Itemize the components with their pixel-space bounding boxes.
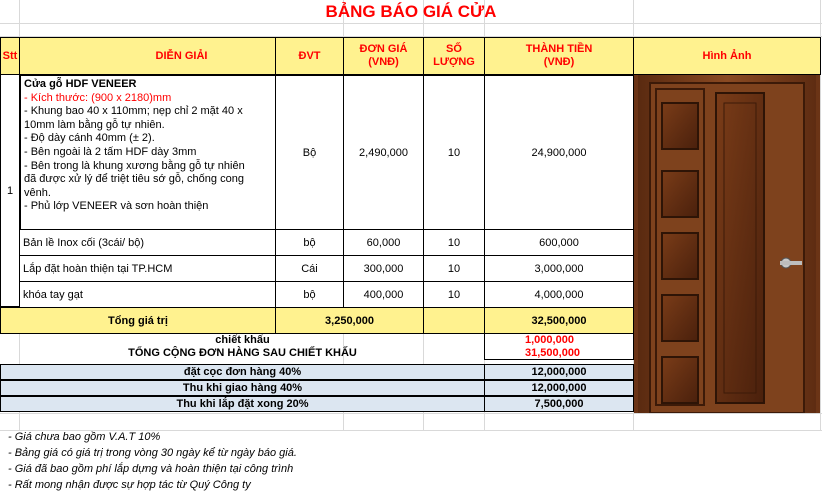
header-thanh-tien-line1: THÀNH TIỀN: [525, 43, 593, 55]
page-title: BẢNG BÁO GIÁ CỬA: [325, 2, 497, 21]
payment-value: 7,500,000: [484, 396, 634, 412]
table-row-thanh-tien: 4,000,000: [484, 281, 634, 308]
table-row-dvt: Cái: [275, 255, 344, 282]
header-don-gia: [343, 37, 424, 75]
table-row-thanh-tien: 3,000,000: [484, 255, 634, 282]
item-line: 10mm làm bằng gỗ tự nhiên.: [24, 118, 165, 131]
header-don-gia-line2: (VNĐ): [368, 56, 399, 68]
table-row-thanh-tien: 600,000: [484, 229, 634, 256]
header-thanh-tien-line2: (VNĐ): [543, 56, 575, 68]
header-hinh-anh: Hình Ảnh: [633, 37, 821, 75]
total-label: Tổng giá trị: [0, 307, 276, 334]
header-stt: Stt: [0, 37, 20, 75]
row-number: 1: [0, 74, 20, 307]
table-row-so-luong: 10: [423, 229, 485, 256]
total-don-gia: 3,250,000: [275, 307, 424, 334]
item-line: - Bên ngoài là 2 tấm HDF dày 3mm: [24, 145, 197, 158]
door-image: [634, 75, 820, 413]
discount-value: 1,000,000: [484, 333, 634, 346]
item-line: - Phủ lớp VENEER và sơn hoàn thiện: [24, 200, 209, 213]
payment-label: Thu khi giao hàng 40%: [0, 380, 485, 396]
item-line: đã được xử lý để triệt tiêu sớ gỗ, chống cong: [24, 173, 244, 186]
after-discount-value: 31,500,000: [484, 346, 634, 360]
table-row-dvt: bộ: [275, 281, 344, 308]
table-row-desc: Lắp đặt hoàn thiện tại TP.HCM: [19, 255, 276, 282]
payment-value: 12,000,000: [484, 380, 634, 396]
note-line: - Giá đã bao gồm phí lắp dựng và hoàn thiện tại công trình: [8, 463, 294, 475]
note-line: - Giá chưa bao gồm V.A.T 10%: [8, 431, 161, 443]
item-don-gia: 2,490,000: [343, 75, 424, 230]
payment-value: 12,000,000: [484, 364, 634, 380]
table-row-don-gia: 60,000: [343, 229, 424, 256]
header-so-luong-line1: SỐ: [446, 43, 462, 55]
table-row-don-gia: 300,000: [343, 255, 424, 282]
table-row-dvt: bộ: [275, 229, 344, 256]
note-line: - Rất mong nhận được sự hợp tác từ Quý Công ty: [8, 479, 251, 491]
table-row-desc: khóa tay gạt: [19, 281, 276, 308]
item-dvt: Bộ: [275, 75, 344, 230]
table-row-so-luong: 10: [423, 255, 485, 282]
total-blank: [423, 307, 485, 334]
payment-label: Thu khi lắp đặt xong 20%: [0, 396, 485, 412]
item-line: vênh.: [24, 186, 51, 199]
note-line: - Bảng giá có giá trị trong vòng 30 ngày kể từ ngày báo giá.: [8, 447, 297, 459]
table-row-don-gia: 400,000: [343, 281, 424, 308]
header-so-luong: [423, 37, 485, 75]
item-line: - Độ dày cánh 40mm (± 2).: [24, 132, 155, 145]
item-thanh-tien: 24,900,000: [484, 75, 634, 230]
after-discount-label: TỔNG CỘNG ĐƠN HÀNG SAU CHIẾT KHẤU: [128, 347, 357, 359]
header-don-gia-line1: ĐƠN GIÁ: [359, 43, 408, 55]
item-so-luong: 10: [423, 75, 485, 230]
table-row-desc: Bản lề Inox cối (3cái/ bộ): [19, 229, 276, 256]
total-thanh-tien: 32,500,000: [484, 307, 634, 334]
item-name: Cửa gỗ HDF VENEER: [24, 78, 137, 90]
header-thanh-tien: [484, 37, 634, 75]
item-line: - Bên trong là khung xương bằng gỗ tự nhiên: [24, 159, 245, 172]
item-line: - Khung bao 40 x 110mm; nẹp chỉ 2 mặt 40 x: [24, 105, 243, 118]
table-row-so-luong: 10: [423, 281, 485, 308]
header-dien-giai: DIỄN GIẢI: [19, 37, 344, 75]
item-line: - Kích thước: (900 x 2180)mm: [24, 91, 172, 104]
payment-label: đặt cọc đơn hàng 40%: [0, 364, 485, 380]
header-so-luong-line2: LƯỢNG: [433, 56, 475, 68]
discount-label: chiết khấu: [215, 333, 270, 346]
header-dvt: ĐVT: [275, 37, 344, 75]
